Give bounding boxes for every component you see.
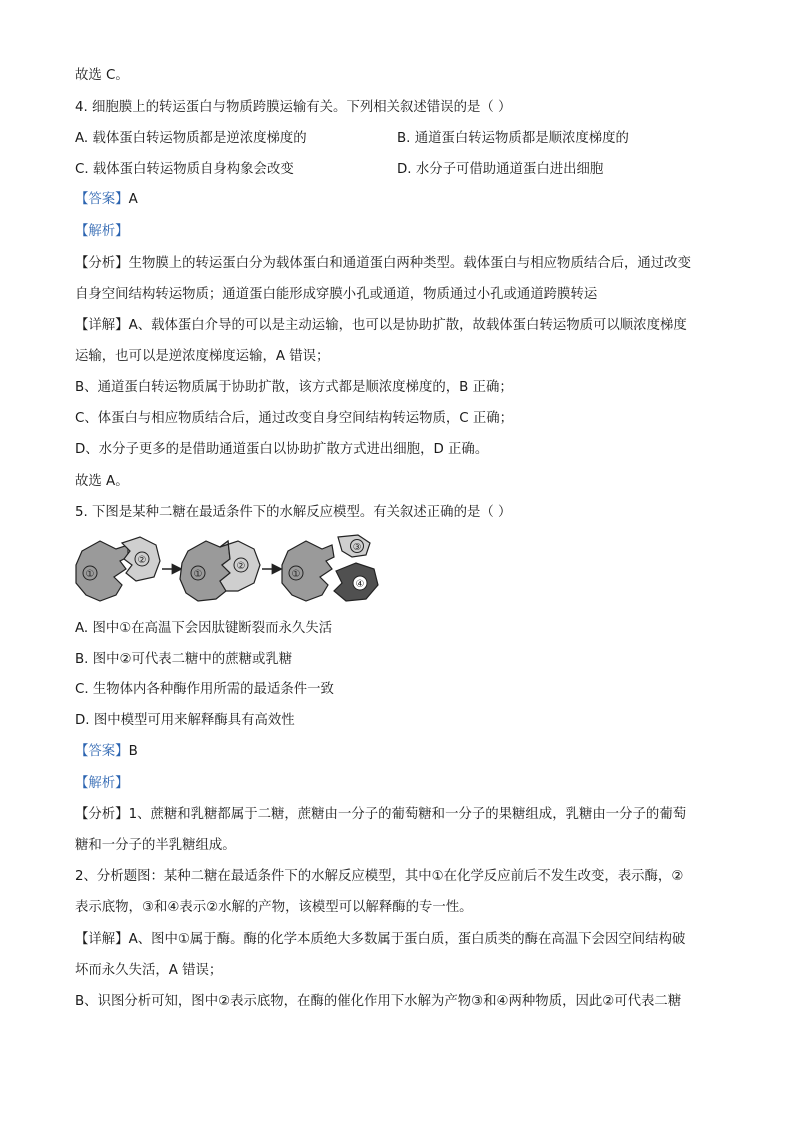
- stage-3-enzyme-and-products: [282, 535, 378, 601]
- q4-answer: [75, 190, 138, 210]
- fenxi-text: 生物膜上的转运蛋白分为载体蛋白和通道蛋白两种类型。载体蛋白与相应物质结合后，通过改变: [128, 256, 691, 271]
- q5-option-d: D. 图中模型可用来解释酶具有高效性: [75, 713, 295, 728]
- q4-option-a: A. 载体蛋白转运物质都是逆浓度梯度的: [75, 131, 307, 146]
- fenxi-text: 1、蔗糖和乳糖都属于二糖，蔗糖由一分子的葡萄糖和一分子的果糖组成，乳糖由一分子的葡萄: [128, 807, 687, 822]
- enzyme-hydrolysis-diagram: [70, 533, 390, 605]
- analysis-tag: 【解析】: [75, 224, 129, 239]
- xiangjie-tag: 【详解】: [75, 318, 129, 333]
- answer-value: A: [128, 192, 138, 207]
- q5-point2-line-2: 表示底物，③和④表示②水解的产物，该模型可以解释酶的专一性。: [75, 900, 473, 915]
- q3-conclusion: 故选 C。: [75, 68, 129, 83]
- q4-option-c: C. 载体蛋白转运物质自身构象会改变: [75, 162, 294, 177]
- q4-option-b: B. 通道蛋白转运物质都是顺浓度梯度的: [397, 131, 629, 146]
- label-enzyme-3: ①: [291, 569, 301, 580]
- fenxi-tag: 【分析】: [75, 256, 129, 271]
- q4-conclusion: 故选 A。: [75, 474, 129, 489]
- q4-analysis-heading: [75, 222, 129, 242]
- q5-fenxi-line-2: 糖和一分子的半乳糖组成。: [75, 838, 236, 853]
- q5-point2-line-1: 2、分析题图：某种二糖在最适条件下的水解反应模型，其中①在化学反应前后不发生改变，表示酶，②: [75, 869, 684, 884]
- q5-fenxi-line-1: [75, 805, 686, 825]
- q4-stem: 4. 细胞膜上的转运蛋白与物质跨膜运输有关。下列相关叙述错误的是（ ）: [75, 100, 512, 115]
- q4-b-line: B、通道蛋白转运物质属于协助扩散，该方式都是顺浓度梯度的，B 正确；: [75, 380, 513, 395]
- answer-tag: 【答案】: [75, 192, 129, 207]
- answer-tag: 【答案】: [75, 744, 129, 759]
- q5-option-a: A. 图中①在高温下会因肽键断裂而永久失活: [75, 621, 333, 636]
- xiangjie-text: A、图中①属于酶。酶的化学本质绝大多数属于蛋白质，蛋白质类的酶在高温下会因空间结构破: [128, 932, 686, 947]
- q5-option-b: B. 图中②可代表二糖中的蔗糖或乳糖: [75, 652, 293, 667]
- q4-option-d: D. 水分子可借助通道蛋白进出细胞: [397, 162, 604, 177]
- q5-xiangjie-line-2: 坏而永久失活，A 错误；: [75, 963, 223, 978]
- xiangjie-text: A、载体蛋白介导的可以是主动运输，也可以是协助扩散，故载体蛋白转运物质可以顺浓度梯度: [128, 318, 687, 333]
- q5-stem: 5. 下图是某种二糖在最适条件下的水解反应模型。有关叙述正确的是（ ）: [75, 505, 512, 520]
- q4-xiangjie-line-2: 运输，也可以是逆浓度梯度运输，A 错误；: [75, 349, 330, 364]
- label-enzyme-2: ①: [193, 569, 203, 580]
- label-product-4: ④: [355, 579, 365, 590]
- answer-value: B: [128, 744, 138, 759]
- analysis-tag: 【解析】: [75, 776, 129, 791]
- label-substrate-1: ②: [137, 555, 147, 566]
- stage-2-enzyme-substrate-complex: [180, 541, 260, 601]
- label-enzyme-1: ①: [85, 569, 95, 580]
- q5-b-line: B、识图分析可知，图中②表示底物，在酶的催化作用下水解为产物③和④两种物质，因此②可代表二糖: [75, 994, 682, 1009]
- q4-d-line: D、水分子更多的是借助通道蛋白以协助扩散方式进出细胞，D 正确。: [75, 442, 489, 457]
- q5-xiangjie-line-1: [75, 930, 685, 950]
- stage-1-enzyme-and-substrate: [76, 537, 160, 601]
- q5-option-c: C. 生物体内各种酶作用所需的最适条件一致: [75, 682, 334, 697]
- label-product-3: ③: [352, 542, 362, 553]
- q4-c-line: C、体蛋白与相应物质结合后，通过改变自身空间结构转运物质，C 正确；: [75, 411, 514, 426]
- q5-answer: [75, 742, 138, 762]
- xiangjie-tag: 【详解】: [75, 932, 129, 947]
- q4-fenxi-line-1: [75, 254, 691, 274]
- fenxi-tag: 【分析】: [75, 807, 129, 822]
- q4-xiangjie-line-1: [75, 316, 687, 336]
- q4-fenxi-line-2: 自身空间结构转运物质；通道蛋白能形成穿膜小孔或通道，物质通过小孔或通道跨膜转运: [75, 287, 598, 302]
- q5-analysis-heading: [75, 774, 129, 794]
- label-substrate-2: ②: [236, 561, 246, 572]
